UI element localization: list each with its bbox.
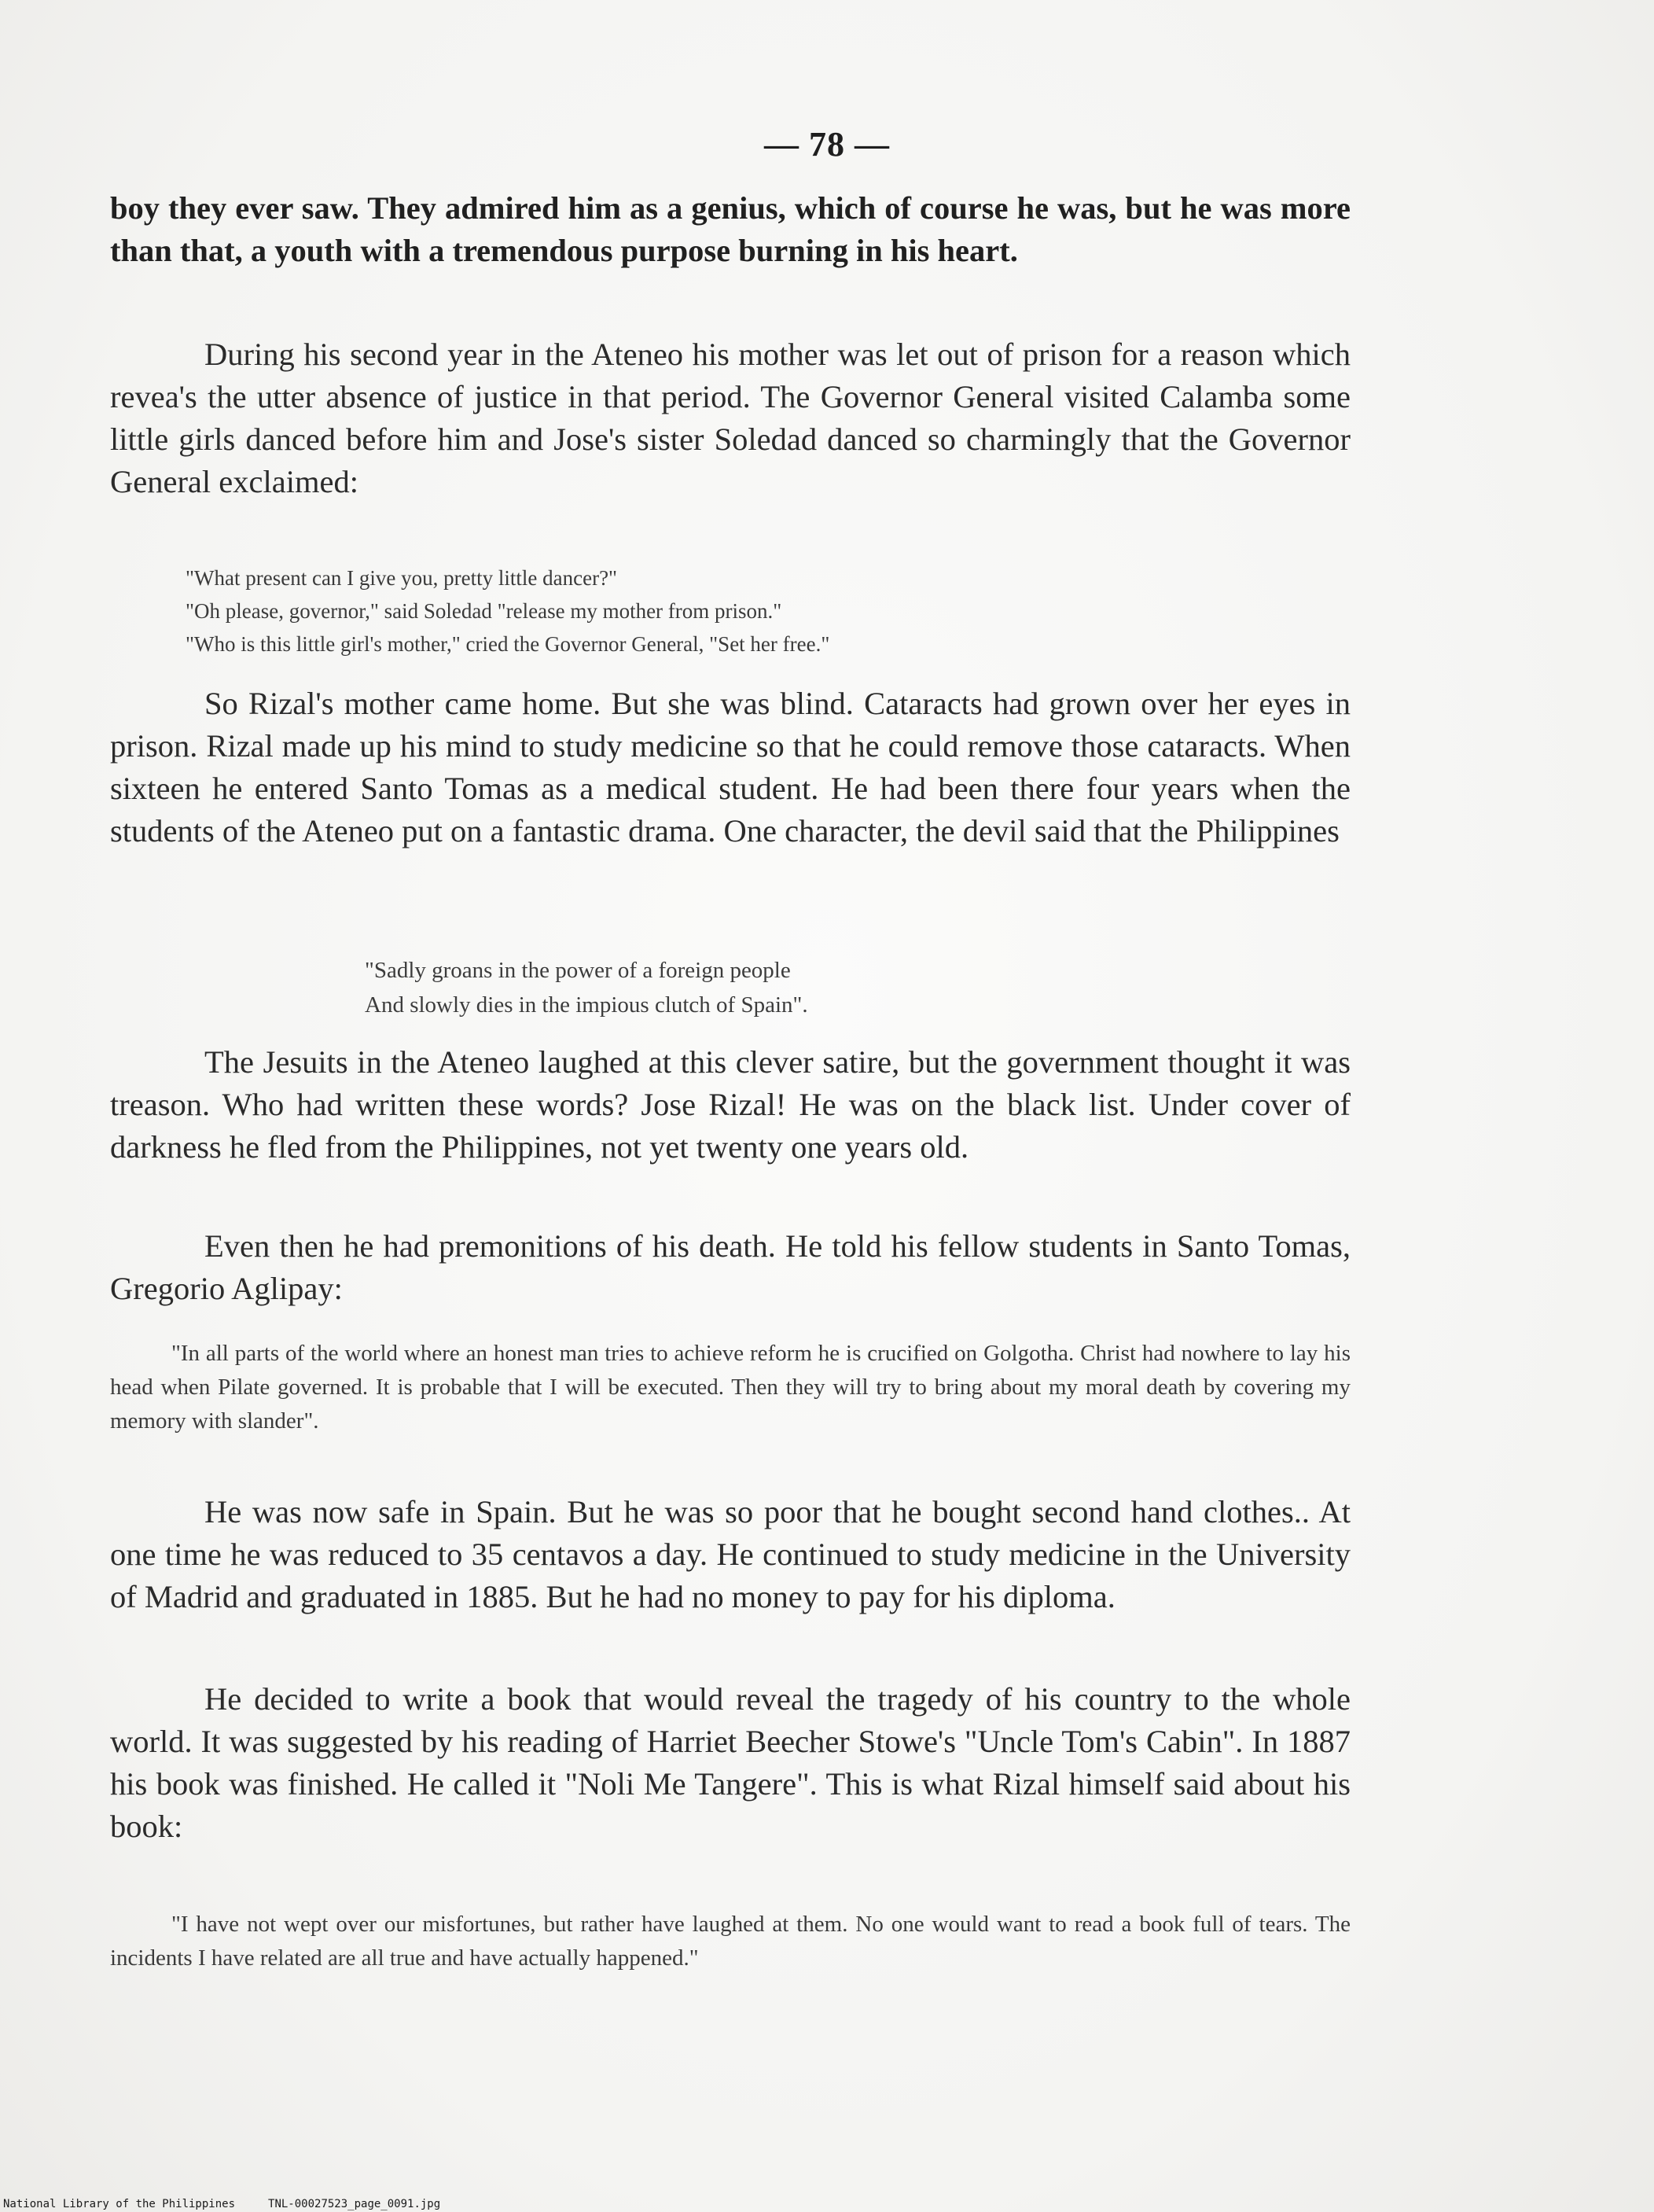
footer-filename: TNL-00027523_page_0091.jpg <box>268 2198 441 2210</box>
paragraph-jesuits-satire: The Jesuits in the Ateneo laughed at this clever satire, but the government thought it was treason. Who had written these words? Jose Rizal! He was on the black list. Under cover of darkness he fled from the Philippines, not yet twenty one years old. <box>110 1044 1351 1165</box>
paragraph-continuation: boy they ever saw. They admired him as a genius, which of course he was, but he was more than that, a youth with a tremendous purpose burning in his heart. <box>110 190 1351 268</box>
paragraph-premonitions: Even then he had premonitions of his death. He told his fellow students in Santo Tomas, Gregorio Aglipay: <box>110 1228 1351 1306</box>
quote-golgotha: "In all parts of the world where an honest man tries to achieve reform he is crucified on Golgotha. Christ had nowhere to lay his head when Pilate governed. It is probable that I will be executed. Then they will try to bring about my moral death by covering my memory with slander". <box>110 1341 1351 1434</box>
poem-line: And slowly dies in the impious clutch of Spain". <box>365 992 808 1018</box>
quote-misfortunes: "I have not wept over our misfortunes, but rather have laughed at them. No one would want to read a book full of tears. The incidents I have related are all true and have actually happened." <box>110 1912 1351 1971</box>
page-number: — 78 — <box>764 125 890 164</box>
paragraph-mother-released: During his second year in the Ateneo his mother was let out of prison for a reason which revea's the utter absence of justice in that period. The Governor General visited Calamba some little girls danced before him and Jose's sister Soledad danced so charmingly that the Governor General exclaimed: <box>110 337 1351 499</box>
poem-line: "Sadly groans in the power of a foreign people <box>365 958 791 983</box>
scan-footer <box>3 2198 473 2210</box>
paragraph-noli-me-tangere: He decided to write a book that would reveal the tragedy of his country to the whole world. It was suggested by his reading of Harriet Beecher Stowe's "Uncle Tom's Cabin". In 1887 his book was finished. He called it "Noli Me Tangere". This is what Rizal himself said about his book: <box>110 1681 1351 1844</box>
dialogue-block <box>186 561 1365 661</box>
dialogue-line: "Who is this little girl's mother," cried the Governor General, "Set her free." <box>186 632 830 656</box>
poem-block <box>365 953 1151 1022</box>
dialogue-line: "What present can I give you, pretty little dancer?" <box>186 566 618 590</box>
paragraph-mother-came-home: So Rizal's mother came home. But she was blind. Cataracts had grown over her eyes in prison. Rizal made up his mind to study medicine so that he could remove those cataracts. When sixteen he entered Santo Tomas as a medical student. He had been there four years when the students of the Ateneo put on a fantastic drama. One character, the devil said that the Philippines <box>110 686 1351 848</box>
paragraph-safe-in-spain: He was now safe in Spain. But he was so poor that he bought second hand clothes.. At one time he was reduced to 35 centavos a day. He continued to study medicine in the University of Madrid and graduated in 1885. But he had no money to pay for his diploma. <box>110 1494 1351 1614</box>
dialogue-line: "Oh please, governor," said Soledad "release my mother from prison." <box>186 599 782 623</box>
footer-library: National Library of the Philippines <box>3 2198 236 2210</box>
